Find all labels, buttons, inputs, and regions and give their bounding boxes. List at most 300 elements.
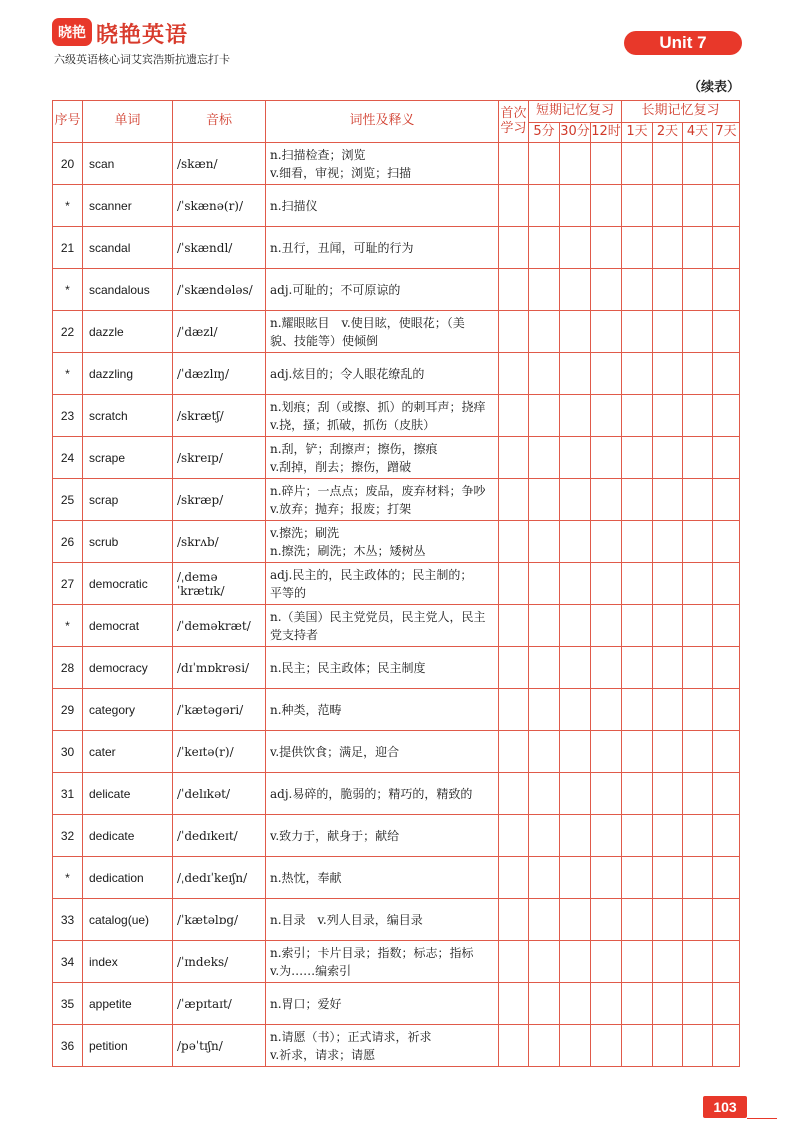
review-checkbox-cell[interactable] [622, 479, 653, 521]
header-phonetic: 音标 [173, 101, 266, 143]
row-definition [266, 899, 499, 941]
review-checkbox-cell[interactable] [622, 605, 653, 647]
review-checkbox-cell[interactable] [713, 689, 740, 731]
row-number: 36 [53, 1025, 83, 1067]
review-checkbox-cell[interactable] [683, 857, 713, 899]
row-number: 21 [53, 227, 83, 269]
review-checkbox-cell[interactable] [529, 311, 560, 353]
table-row [53, 899, 740, 941]
definition-line: v.擦洗；刷洗 [270, 525, 340, 540]
definition-line: adj.可耻的；不可原谅的 [270, 282, 401, 297]
row-phonetic: /ˈdedɪkeɪt/ [173, 815, 266, 857]
review-checkbox-cell[interactable] [713, 731, 740, 773]
row-definition [266, 773, 499, 815]
review-checkbox-cell[interactable] [560, 353, 591, 395]
review-checkbox-cell[interactable] [653, 857, 683, 899]
row-word: scandal [83, 227, 173, 269]
row-definition [266, 605, 499, 647]
review-checkbox-cell[interactable] [713, 941, 740, 983]
row-phonetic: /ˈkeɪtə(r)/ [173, 731, 266, 773]
row-word: catalog(ue) [83, 899, 173, 941]
row-number: * [53, 857, 83, 899]
review-checkbox-cell[interactable] [622, 731, 653, 773]
review-checkbox-cell[interactable] [622, 395, 653, 437]
review-checkbox-cell[interactable] [499, 437, 529, 479]
review-checkbox-cell[interactable] [560, 773, 591, 815]
review-checkbox-cell[interactable] [653, 983, 683, 1025]
review-checkbox-cell[interactable] [560, 521, 591, 563]
unit-badge: Unit 7 [624, 31, 742, 55]
definition-line: n.碎片；一点点；废品，废弃材料；争吵 [270, 483, 486, 498]
row-word: dedication [83, 857, 173, 899]
row-phonetic: /skreɪp/ [173, 437, 266, 479]
review-checkbox-cell[interactable] [529, 479, 560, 521]
definition-line: adj.民主的，民主政体的；民主制的； [270, 567, 473, 582]
review-checkbox-cell[interactable] [653, 731, 683, 773]
review-checkbox-cell[interactable] [622, 815, 653, 857]
review-checkbox-cell[interactable] [591, 395, 622, 437]
page-number: 103 [703, 1096, 747, 1118]
row-phonetic: /ˈkætəlɒg/ [173, 899, 266, 941]
review-checkbox-cell[interactable] [529, 563, 560, 605]
review-checkbox-cell[interactable] [499, 899, 529, 941]
continued-label: （续表） [687, 80, 740, 95]
row-definition [266, 479, 499, 521]
review-checkbox-cell[interactable] [591, 857, 622, 899]
review-checkbox-cell[interactable] [622, 143, 653, 185]
review-checkbox-cell[interactable] [529, 815, 560, 857]
definition-line: v.放弃；抛弃；报废；打架 [270, 501, 412, 516]
review-checkbox-cell[interactable] [653, 815, 683, 857]
row-phonetic: /ˈkætəgəri/ [173, 689, 266, 731]
review-checkbox-cell[interactable] [683, 521, 713, 563]
table-row [53, 395, 740, 437]
table-row [53, 437, 740, 479]
review-checkbox-cell[interactable] [591, 185, 622, 227]
definition-line: v.为……编索引 [270, 963, 352, 978]
review-checkbox-cell[interactable] [499, 941, 529, 983]
review-checkbox-cell[interactable] [499, 773, 529, 815]
review-checkbox-cell[interactable] [560, 605, 591, 647]
review-checkbox-cell[interactable] [653, 521, 683, 563]
table-row [53, 689, 740, 731]
row-word: dazzle [83, 311, 173, 353]
definition-line: n.刮，铲；刮擦声；擦伤，擦痕 [270, 441, 438, 456]
definition-line: v.致力于，献身于；献给 [270, 828, 400, 843]
review-checkbox-cell[interactable] [591, 143, 622, 185]
row-word: index [83, 941, 173, 983]
table-row [53, 353, 740, 395]
definition-line: n.目录 v.列人目录，编目录 [270, 912, 423, 927]
header-short-col: 12时 [591, 123, 622, 143]
review-checkbox-cell[interactable] [499, 227, 529, 269]
table-row [53, 983, 740, 1025]
review-checkbox-cell[interactable] [529, 353, 560, 395]
table-row [53, 521, 740, 563]
review-checkbox-cell[interactable] [713, 647, 740, 689]
definition-line: n.胃口；爱好 [270, 996, 342, 1011]
table-row [53, 647, 740, 689]
review-checkbox-cell[interactable] [499, 731, 529, 773]
row-word: scrap [83, 479, 173, 521]
review-checkbox-cell[interactable] [560, 311, 591, 353]
brand-logo-icon: 晓艳 [52, 18, 92, 46]
review-checkbox-cell[interactable] [683, 605, 713, 647]
review-checkbox-cell[interactable] [499, 395, 529, 437]
review-checkbox-cell[interactable] [591, 899, 622, 941]
row-number: 35 [53, 983, 83, 1025]
row-definition [266, 311, 499, 353]
review-checkbox-cell[interactable] [683, 983, 713, 1025]
review-checkbox-cell[interactable] [529, 521, 560, 563]
review-checkbox-cell[interactable] [713, 899, 740, 941]
row-phonetic: /ˈskændl/ [173, 227, 266, 269]
review-checkbox-cell[interactable] [560, 437, 591, 479]
row-definition [266, 227, 499, 269]
table-row [53, 605, 740, 647]
review-checkbox-cell[interactable] [653, 311, 683, 353]
review-checkbox-cell[interactable] [591, 983, 622, 1025]
review-checkbox-cell[interactable] [529, 731, 560, 773]
row-word: delicate [83, 773, 173, 815]
row-number: 33 [53, 899, 83, 941]
review-checkbox-cell[interactable] [713, 185, 740, 227]
review-checkbox-cell[interactable] [713, 395, 740, 437]
review-checkbox-cell[interactable] [529, 941, 560, 983]
row-word: petition [83, 1025, 173, 1067]
review-checkbox-cell[interactable] [560, 563, 591, 605]
review-checkbox-cell[interactable] [683, 731, 713, 773]
review-checkbox-cell[interactable] [713, 143, 740, 185]
review-checkbox-cell[interactable] [499, 1025, 529, 1067]
row-number: 26 [53, 521, 83, 563]
row-phonetic: /ˈskænə(r)/ [173, 185, 266, 227]
review-checkbox-cell[interactable] [683, 353, 713, 395]
review-checkbox-cell[interactable] [499, 983, 529, 1025]
review-checkbox-cell[interactable] [622, 1025, 653, 1067]
row-definition [266, 857, 499, 899]
brand-subtitle: 六级英语核心词艾宾浩斯抗遗忘打卡 [54, 53, 230, 66]
review-checkbox-cell[interactable] [653, 269, 683, 311]
review-checkbox-cell[interactable] [529, 143, 560, 185]
review-checkbox-cell[interactable] [499, 563, 529, 605]
review-checkbox-cell[interactable] [622, 941, 653, 983]
review-checkbox-cell[interactable] [683, 563, 713, 605]
row-definition [266, 1025, 499, 1067]
review-checkbox-cell[interactable] [713, 563, 740, 605]
row-word: category [83, 689, 173, 731]
review-checkbox-cell[interactable] [713, 605, 740, 647]
review-checkbox-cell[interactable] [653, 647, 683, 689]
review-checkbox-cell[interactable] [653, 605, 683, 647]
review-checkbox-cell[interactable] [683, 479, 713, 521]
review-checkbox-cell[interactable] [683, 941, 713, 983]
review-checkbox-cell[interactable] [653, 395, 683, 437]
table-row [53, 563, 740, 605]
review-checkbox-cell[interactable] [713, 815, 740, 857]
review-checkbox-cell[interactable] [529, 395, 560, 437]
review-checkbox-cell[interactable] [560, 983, 591, 1025]
review-checkbox-cell[interactable] [622, 983, 653, 1025]
review-checkbox-cell[interactable] [713, 311, 740, 353]
review-checkbox-cell[interactable] [683, 227, 713, 269]
review-checkbox-cell[interactable] [683, 269, 713, 311]
definition-line: v.提供饮食；满足，迎合 [270, 744, 400, 759]
row-number: 23 [53, 395, 83, 437]
review-checkbox-cell[interactable] [713, 227, 740, 269]
review-checkbox-cell[interactable] [653, 773, 683, 815]
review-checkbox-cell[interactable] [622, 563, 653, 605]
row-phonetic: /ˌdedɪˈkeɪʃn/ [173, 857, 266, 899]
review-checkbox-cell[interactable] [529, 227, 560, 269]
review-checkbox-cell[interactable] [560, 731, 591, 773]
row-word: democrat [83, 605, 173, 647]
row-phonetic: /ˌdeməˈkrætɪk/ [173, 563, 266, 605]
review-checkbox-cell[interactable] [529, 899, 560, 941]
table-row [53, 731, 740, 773]
row-definition [266, 647, 499, 689]
review-checkbox-cell[interactable] [499, 689, 529, 731]
row-word: scrub [83, 521, 173, 563]
review-checkbox-cell[interactable] [591, 689, 622, 731]
header-long-col: 2天 [653, 123, 683, 143]
review-checkbox-cell[interactable] [560, 185, 591, 227]
table-row [53, 941, 740, 983]
row-number: * [53, 185, 83, 227]
review-checkbox-cell[interactable] [713, 479, 740, 521]
table-row [53, 227, 740, 269]
review-checkbox-cell[interactable] [591, 1025, 622, 1067]
review-checkbox-cell[interactable] [713, 983, 740, 1025]
review-checkbox-cell[interactable] [622, 353, 653, 395]
row-word: scan [83, 143, 173, 185]
row-definition [266, 437, 499, 479]
review-checkbox-cell[interactable] [591, 731, 622, 773]
review-checkbox-cell[interactable] [653, 185, 683, 227]
definition-line: n.丑行，丑闻，可耻的行为 [270, 240, 414, 255]
header-long-review: 长期记忆复习 [622, 101, 740, 123]
table-row [53, 479, 740, 521]
review-checkbox-cell[interactable] [713, 437, 740, 479]
review-checkbox-cell[interactable] [591, 815, 622, 857]
review-checkbox-cell[interactable] [713, 269, 740, 311]
review-checkbox-cell[interactable] [713, 1025, 740, 1067]
review-checkbox-cell[interactable] [529, 269, 560, 311]
review-checkbox-cell[interactable] [683, 437, 713, 479]
review-checkbox-cell[interactable] [499, 143, 529, 185]
row-phonetic: /ˈskændələs/ [173, 269, 266, 311]
review-checkbox-cell[interactable] [622, 689, 653, 731]
review-checkbox-cell[interactable] [591, 647, 622, 689]
row-phonetic: /ˈdeməkræt/ [173, 605, 266, 647]
header-long-col: 7天 [713, 123, 740, 143]
header-num: 序号 [53, 101, 83, 143]
review-checkbox-cell[interactable] [499, 479, 529, 521]
review-checkbox-cell[interactable] [622, 311, 653, 353]
row-definition [266, 941, 499, 983]
review-checkbox-cell[interactable] [591, 521, 622, 563]
review-checkbox-cell[interactable] [683, 185, 713, 227]
review-checkbox-cell[interactable] [622, 227, 653, 269]
review-checkbox-cell[interactable] [499, 815, 529, 857]
review-checkbox-cell[interactable] [529, 1025, 560, 1067]
review-checkbox-cell[interactable] [683, 899, 713, 941]
row-phonetic: /ˈdelɪkət/ [173, 773, 266, 815]
definition-line: n.民主；民主政体；民主制度 [270, 660, 426, 675]
definition-line: 貌、技能等）使倾倒 [270, 333, 379, 348]
review-checkbox-cell[interactable] [591, 479, 622, 521]
header-short-review: 短期记忆复习 [529, 101, 622, 123]
review-checkbox-cell[interactable] [713, 353, 740, 395]
definition-line: v.祈求，请求；请愿 [270, 1047, 376, 1062]
review-checkbox-cell[interactable] [560, 689, 591, 731]
review-checkbox-cell[interactable] [591, 353, 622, 395]
definition-line: n.耀眼眩目 v.使目眩，使眼花；（美 [270, 315, 465, 330]
review-checkbox-cell[interactable] [560, 395, 591, 437]
review-checkbox-cell[interactable] [683, 311, 713, 353]
review-checkbox-cell[interactable] [683, 395, 713, 437]
row-definition [266, 185, 499, 227]
row-phonetic: /skrætʃ/ [173, 395, 266, 437]
review-checkbox-cell[interactable] [529, 647, 560, 689]
review-checkbox-cell[interactable] [591, 227, 622, 269]
review-checkbox-cell[interactable] [529, 857, 560, 899]
review-checkbox-cell[interactable] [653, 479, 683, 521]
review-checkbox-cell[interactable] [653, 437, 683, 479]
review-checkbox-cell[interactable] [560, 1025, 591, 1067]
review-checkbox-cell[interactable] [653, 227, 683, 269]
table-row [53, 143, 740, 185]
review-checkbox-cell[interactable] [591, 269, 622, 311]
review-checkbox-cell[interactable] [560, 899, 591, 941]
review-checkbox-cell[interactable] [591, 563, 622, 605]
definition-line: 平等的 [270, 585, 307, 600]
row-definition [266, 983, 499, 1025]
review-checkbox-cell[interactable] [529, 773, 560, 815]
definition-line: n.扫描仪 [270, 198, 318, 213]
definition-line: adj.易碎的，脆弱的；精巧的，精致的 [270, 786, 473, 801]
row-number: 34 [53, 941, 83, 983]
review-checkbox-cell[interactable] [560, 227, 591, 269]
row-number: 31 [53, 773, 83, 815]
review-checkbox-cell[interactable] [653, 563, 683, 605]
review-checkbox-cell[interactable] [591, 773, 622, 815]
review-checkbox-cell[interactable] [560, 857, 591, 899]
review-checkbox-cell[interactable] [622, 899, 653, 941]
review-checkbox-cell[interactable] [653, 899, 683, 941]
brand-name: 晓艳英语 [96, 23, 189, 48]
definition-line: v.刮掉，削去；擦伤，蹭破 [270, 459, 412, 474]
review-checkbox-cell[interactable] [591, 437, 622, 479]
review-checkbox-cell[interactable] [713, 521, 740, 563]
review-checkbox-cell[interactable] [683, 773, 713, 815]
review-checkbox-cell[interactable] [560, 269, 591, 311]
row-number: 28 [53, 647, 83, 689]
review-checkbox-cell[interactable] [499, 647, 529, 689]
row-phonetic: /ˈdæzl/ [173, 311, 266, 353]
review-checkbox-cell[interactable] [653, 353, 683, 395]
review-checkbox-cell[interactable] [529, 983, 560, 1025]
review-checkbox-cell[interactable] [529, 185, 560, 227]
row-number: 27 [53, 563, 83, 605]
review-checkbox-cell[interactable] [560, 143, 591, 185]
review-checkbox-cell[interactable] [560, 647, 591, 689]
review-checkbox-cell[interactable] [622, 269, 653, 311]
review-checkbox-cell[interactable] [499, 269, 529, 311]
header-short-col: 5分 [529, 123, 560, 143]
header-short-col: 30分 [560, 123, 591, 143]
review-checkbox-cell[interactable] [653, 1025, 683, 1067]
review-checkbox-cell[interactable] [622, 521, 653, 563]
table-row [53, 311, 740, 353]
definition-line: n.热忱，奉献 [270, 870, 342, 885]
definition-line: adj.炫目的；令人眼花缭乱的 [270, 366, 425, 381]
review-checkbox-cell[interactable] [622, 437, 653, 479]
review-checkbox-cell[interactable] [591, 311, 622, 353]
review-checkbox-cell[interactable] [499, 521, 529, 563]
page-edge-rule [747, 1096, 777, 1119]
review-checkbox-cell[interactable] [499, 185, 529, 227]
review-checkbox-cell[interactable] [713, 857, 740, 899]
row-definition [266, 521, 499, 563]
review-checkbox-cell[interactable] [499, 353, 529, 395]
review-checkbox-cell[interactable] [683, 1025, 713, 1067]
review-checkbox-cell[interactable] [683, 689, 713, 731]
review-checkbox-cell[interactable] [653, 143, 683, 185]
review-checkbox-cell[interactable] [591, 605, 622, 647]
table-row [53, 857, 740, 899]
review-checkbox-cell[interactable] [560, 941, 591, 983]
review-checkbox-cell[interactable] [529, 689, 560, 731]
row-word: scrape [83, 437, 173, 479]
review-checkbox-cell[interactable] [653, 941, 683, 983]
review-checkbox-cell[interactable] [529, 605, 560, 647]
header-word: 单词 [83, 101, 173, 143]
row-definition [266, 689, 499, 731]
review-checkbox-cell[interactable] [622, 647, 653, 689]
review-checkbox-cell[interactable] [683, 143, 713, 185]
row-definition [266, 143, 499, 185]
row-word: scandalous [83, 269, 173, 311]
review-checkbox-cell[interactable] [591, 941, 622, 983]
table-row [53, 185, 740, 227]
review-checkbox-cell[interactable] [499, 605, 529, 647]
review-checkbox-cell[interactable] [560, 815, 591, 857]
review-checkbox-cell[interactable] [653, 689, 683, 731]
header-definition: 词性及释义 [266, 101, 499, 143]
header-first-study: 首次学习 [499, 101, 529, 143]
row-word: scratch [83, 395, 173, 437]
review-checkbox-cell[interactable] [622, 773, 653, 815]
review-checkbox-cell[interactable] [683, 647, 713, 689]
definition-line: n.擦洗；刷洗；木丛；矮树丛 [270, 543, 426, 558]
definition-line: n.（美国）民主党党员，民主党人，民主 [270, 609, 486, 624]
review-checkbox-cell[interactable] [529, 437, 560, 479]
table-row [53, 1025, 740, 1067]
review-checkbox-cell[interactable] [560, 479, 591, 521]
review-checkbox-cell[interactable] [622, 185, 653, 227]
review-checkbox-cell[interactable] [622, 857, 653, 899]
row-phonetic: /dɪˈmɒkrəsi/ [173, 647, 266, 689]
definition-line: n.扫描检查；浏览 [270, 147, 366, 162]
row-definition [266, 269, 499, 311]
review-checkbox-cell[interactable] [499, 857, 529, 899]
table-row [53, 269, 740, 311]
review-checkbox-cell[interactable] [713, 773, 740, 815]
review-checkbox-cell[interactable] [499, 311, 529, 353]
definition-line: n.划痕；刮（或擦、抓）的刺耳声；挠痒 [270, 399, 486, 414]
review-checkbox-cell[interactable] [683, 815, 713, 857]
